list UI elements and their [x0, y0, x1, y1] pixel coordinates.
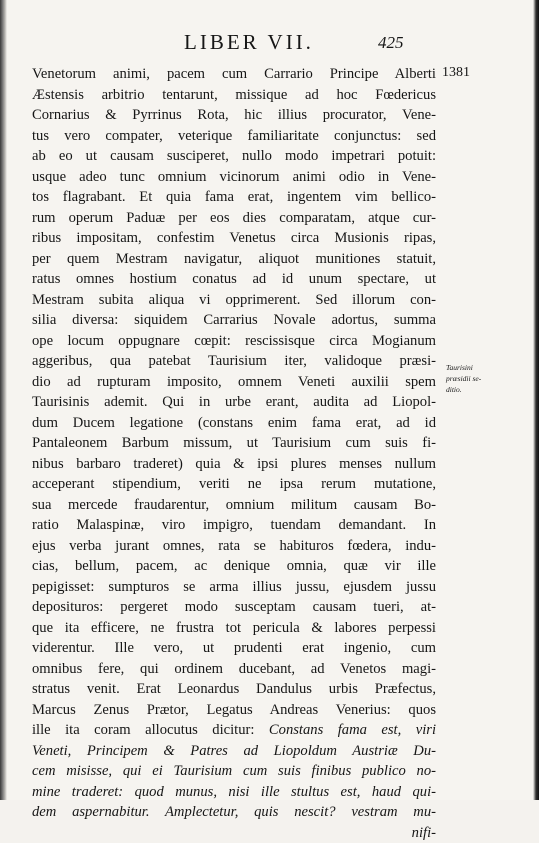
- text-line: rum operum Paduæ per eos dies comparatam, atque cur-: [32, 208, 436, 229]
- text-line: tus vero compater, veterique familiaritate conjunctus: sed: [32, 126, 436, 147]
- text-line: ejus verba jurant omnes, rata se habituros fœdera, indu-: [32, 536, 436, 557]
- margin-year: 1381: [442, 65, 470, 81]
- page-number: 425: [378, 33, 404, 53]
- text-line: mine traderet: quod munus, nisi ille stultus est, haud qui-: [32, 782, 436, 803]
- text-line: silia diversa: siquidem Carrarius Novale adortus, summa: [32, 310, 436, 331]
- text-line: deposituros: pergeret modo susceptam causam tueri, at-: [32, 597, 436, 618]
- text-line: ratio Malaspinæ, viro impigro, tuendam demandant. In: [32, 515, 436, 536]
- text-line: stratus venit. Erat Leonardus Dandulus urbis Præfectus,: [32, 679, 436, 700]
- text-line: ab eo ut causam susciperet, nullo modo impetrari potuit:: [32, 146, 436, 167]
- text-line: nibus barbaro traderet) quia & ipsi plures menses nullum: [32, 454, 436, 475]
- text-line: sua mercede fraudarentur, omnium militum causam Bo-: [32, 495, 436, 516]
- text-line: dem aspernabitur. Amplectetur, quis nescit? vestram mu-: [32, 802, 436, 823]
- text-line: Mestram subita aliqua vi opprimerent. Sed illorum con-: [32, 290, 436, 311]
- text-line: usque adeo tunc omnium vicinorum animi odio in Vene-: [32, 167, 436, 188]
- text-line: Pantaleonem Barbum missum, ut Taurisium cum suis fi-: [32, 433, 436, 454]
- text-line: ope locum oppugnare cœpit: rescissisque circa Mogianum: [32, 331, 436, 352]
- text-line: per quem Mestram navigatur, aliquot munitiones statuit,: [32, 249, 436, 270]
- text-line-italic: Constans fama est, viri: [269, 722, 436, 738]
- text-line: Cornarius & Pyrrinus Rota, hic illius procurator, Vene-: [32, 105, 436, 126]
- margin-note-line: præsidii se-: [446, 373, 506, 384]
- text-line: dio ad rupturam imposito, omnem Veneti auxilii spem: [32, 372, 436, 393]
- text-line: Marcus Zenus Prætor, Legatus Andreas Venerius: quos: [32, 700, 436, 721]
- text-line: aggeribus, qua patebat Taurisium iter, validoque præsi-: [32, 351, 436, 372]
- text-line: dum Ducem legatione (constans enim fama erat, ad id: [32, 413, 436, 434]
- text-line: cias, bellum, pacem, ac denique omnia, quæ vir ille: [32, 556, 436, 577]
- body-text: [32, 64, 436, 843]
- text-line: pepigisset: sumpturos se arma illius jussu, ejusdem jussu: [32, 577, 436, 598]
- page-left-edge-shadow: [0, 0, 7, 800]
- margin-note-line: ditio.: [446, 384, 506, 395]
- text-line: tos flagrabant. Et quia fama erat, ingentem vim bellico-: [32, 187, 436, 208]
- text-line-roman: ille ita coram allocutus dicitur:: [32, 722, 269, 738]
- running-title: LIBER VII.: [184, 30, 314, 55]
- page-right-edge-shadow: [533, 0, 539, 800]
- text-line: nifi-: [32, 823, 436, 843]
- text-line: viderentur. Ille vero, ut prudenti erat ingenio, cum: [32, 638, 436, 659]
- text-line: acceperant stipendium, veriti ne ipsa rerum mutatione,: [32, 474, 436, 495]
- text-line: Veneti, Principem & Patres ad Liopoldum Austriæ Du-: [32, 741, 436, 762]
- text-line: Venetorum animi, pacem cum Carrario Principe Alberti: [32, 64, 436, 85]
- margin-note: [446, 362, 506, 395]
- text-line: omnibus fere, qui ordinem ducebant, ad Venetos magi-: [32, 659, 436, 680]
- text-line: ratus omnes hostium conatus ad id unum spectare, ut: [32, 269, 436, 290]
- text-line: que ita efficere, ne frustra tot pericula & labores perpessi: [32, 618, 436, 639]
- text-line: cem misisse, qui ei Taurisium cum suis finibus publico no-: [32, 761, 436, 782]
- text-line: Æstensis arbitrio tentarunt, missique ad hoc Fœdericus: [32, 85, 436, 106]
- text-line: [32, 720, 436, 741]
- text-line: ribus impositam, confestim Venetus circa Musionis ripas,: [32, 228, 436, 249]
- margin-note-line: Taurisini: [446, 362, 506, 373]
- text-line: Taurisinis ademit. Qui in urbe erant, audita ad Liopol-: [32, 392, 436, 413]
